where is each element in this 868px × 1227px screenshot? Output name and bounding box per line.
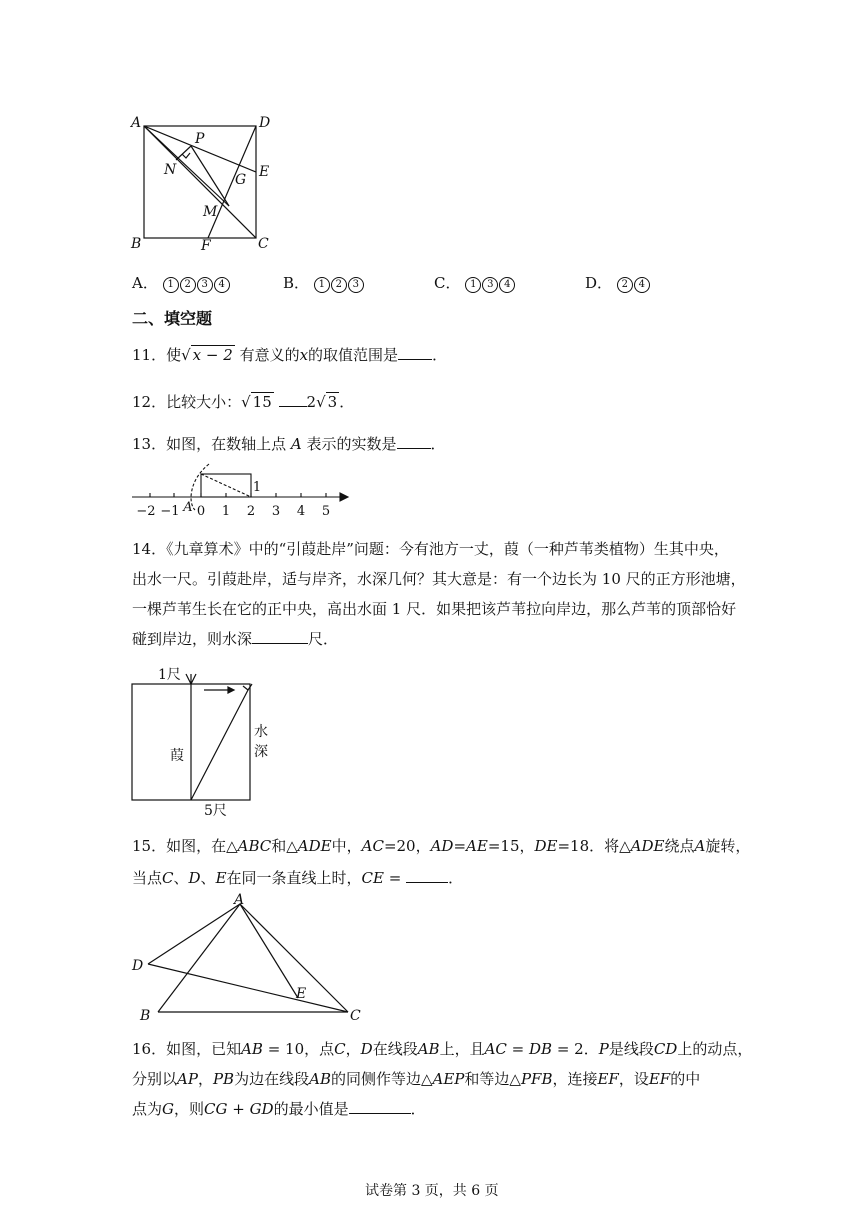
point-a-label: A bbox=[183, 500, 193, 515]
circled-number: 1 bbox=[163, 277, 179, 293]
label-b: B bbox=[140, 1008, 151, 1024]
tick-label: 4 bbox=[296, 504, 306, 519]
circled-number: 2 bbox=[180, 277, 196, 293]
circled-number: 1 bbox=[465, 277, 481, 293]
option-a[interactable]: A． 1 2 3 4 bbox=[132, 272, 231, 293]
answer-blank[interactable] bbox=[397, 434, 431, 449]
figure-square-abcd bbox=[128, 110, 288, 258]
label-m: M bbox=[203, 204, 218, 220]
section-title: 二、填空题 bbox=[132, 309, 213, 328]
question-16: 16．如图，已知AB = 10，点C，D在线段AB上，且AC = DB = 2．P是线段CD上的动点， 分别以AP，PB为边在线段AB的同侧作等边△AEP和等边△PFB，连接EF，设EF的中 点为G，则CG + GD的最小值是 ． bbox=[132, 1040, 753, 1118]
page-footer: 试卷第 3 页，共 6 页 bbox=[365, 1183, 499, 1199]
question-15: 15．如图，在△ABC和△ADE中，AC=20，AD=AE=15，DE=18．将△ADE绕点A旋转， 当点C、D、E在同一条直线上时，CE = ． bbox=[132, 837, 751, 887]
label-c: C bbox=[350, 1008, 361, 1024]
label-b: B bbox=[131, 236, 142, 252]
option-d[interactable]: D． 2 4 bbox=[585, 272, 651, 293]
rect-side-label: 1 bbox=[252, 480, 262, 495]
label-c: C bbox=[258, 236, 269, 252]
circled-number: 3 bbox=[348, 277, 364, 293]
circled-number: 3 bbox=[197, 277, 213, 293]
tick-label: 2 bbox=[246, 504, 256, 519]
question-13: 13．如图，在数轴上点 A 表示的实数是 ． bbox=[132, 435, 446, 453]
answer-blank[interactable] bbox=[279, 392, 307, 407]
label-f: F bbox=[201, 238, 211, 254]
label-g: G bbox=[235, 172, 247, 188]
label-e: E bbox=[259, 164, 270, 180]
label-e: E bbox=[296, 986, 307, 1002]
circled-number: 4 bbox=[499, 277, 515, 293]
tick-label: 0 bbox=[196, 504, 206, 519]
depth-label-2: 深 bbox=[254, 744, 268, 760]
tick-label: 5 bbox=[321, 504, 331, 519]
options-row bbox=[132, 272, 692, 294]
tick-label: 1 bbox=[221, 504, 231, 519]
tick-label: 3 bbox=[271, 504, 281, 519]
label-d: D bbox=[132, 958, 144, 974]
option-b[interactable]: B． 1 2 3 bbox=[283, 272, 365, 293]
label-p: P bbox=[195, 131, 205, 147]
answer-blank[interactable] bbox=[349, 1099, 411, 1114]
circled-number: 4 bbox=[634, 277, 650, 293]
pond-reed-figure bbox=[128, 660, 288, 820]
question-12: 12．比较大小：√ 15 2√ 3 ． bbox=[132, 393, 355, 411]
circled-number: 1 bbox=[314, 277, 330, 293]
circled-number: 3 bbox=[482, 277, 498, 293]
depth-label-1: 水 bbox=[254, 724, 268, 740]
answer-blank[interactable] bbox=[398, 345, 432, 360]
label-n: N bbox=[164, 162, 177, 178]
triangles-figure bbox=[128, 890, 368, 1026]
number-line-figure bbox=[128, 460, 353, 520]
label-d: D bbox=[259, 115, 271, 131]
circled-number: 2 bbox=[617, 277, 633, 293]
label-a: A bbox=[131, 115, 142, 131]
circled-number: 4 bbox=[214, 277, 230, 293]
label-a: A bbox=[234, 892, 245, 908]
top-label: 1尺 bbox=[158, 667, 181, 683]
question-11: 11．使√ x − 2 有意义的x的取值范围是 ． bbox=[132, 346, 448, 364]
answer-blank[interactable] bbox=[252, 629, 308, 644]
circled-number: 2 bbox=[331, 277, 347, 293]
bottom-label: 5尺 bbox=[204, 803, 227, 819]
question-14: 14．《九章算术》中的“引葭赴岸”问题：今有池方一丈，葭（一种芦苇类植物）生其中央， 出水一尺。引葭赴岸，适与岸齐，水深几何？其大意是：有一个边长为 10 尺的正方形池塘， 一棵芦苇生长在它的正中央，高出水面 1 尺．如果把该芦苇拉向岸边，那么芦苇的顶部恰好 碰到岸边，则水深 尺． bbox=[132, 540, 746, 648]
reed-label: 葭 bbox=[170, 748, 184, 764]
option-c[interactable]: C． 1 3 4 bbox=[434, 272, 516, 293]
tick-label: −2 bbox=[136, 504, 156, 519]
answer-blank[interactable] bbox=[406, 868, 448, 883]
radicand: x − 2 bbox=[192, 346, 233, 364]
tick-label: −1 bbox=[160, 504, 180, 519]
